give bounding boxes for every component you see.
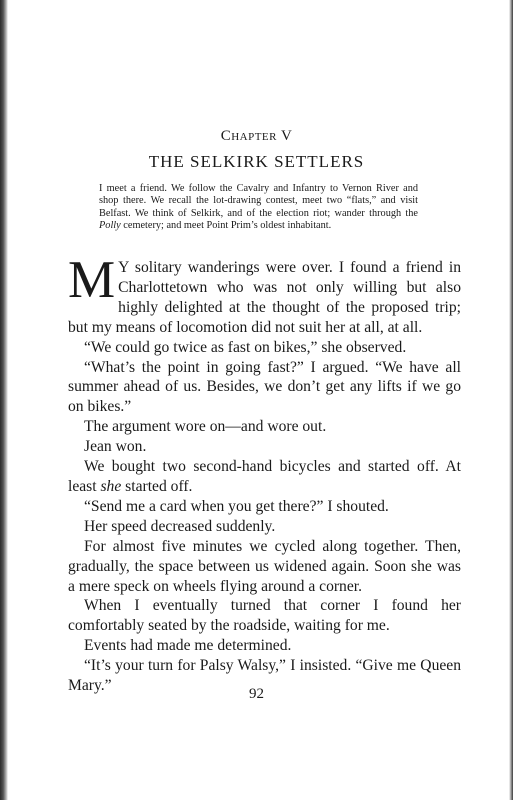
drop-cap: M: [68, 251, 116, 309]
summary-text-start: I meet a friend. We follow the Cavalry and Infantry to Vernon River and shop there. We recall the lot-drawing contest, meet two “flats,” and visit Belfast. We think of Selkirk, and of the election riot; wander through the: [99, 183, 418, 219]
page-number: 92: [249, 686, 264, 702]
paragraph-7: “Send me a card when you get there?” I shouted.: [84, 497, 389, 515]
paragraph-11: Events had made me determined.: [84, 637, 292, 655]
paragraph-10: When I eventually turned that corner I found her comfortably seated by the roadside, waiting for me.: [68, 597, 461, 635]
chapter-summary: [99, 183, 418, 232]
paragraph-2: “We could go twice as fast on bikes,” she observed.: [84, 338, 407, 356]
summary-text: [99, 183, 418, 232]
paragraph-6-text: We bought two second-hand bicycles and started off.: [84, 458, 439, 476]
paragraph-6b-italic: she: [100, 477, 122, 495]
paragraph-6b-end: started off.: [121, 477, 193, 495]
paragraph-3: “What’s the point in going fast?” I argued. “We have all summer ahead of us. Besides, we don’t get any lifts if we go on bikes.”: [68, 358, 461, 416]
paragraph-8: Her speed decreased suddenly.: [84, 517, 276, 535]
paragraph-9: For almost five minutes we cycled along together. Then, gradually, the space between us widened again. Soon she was a mere speck on wheels flying around a corner.: [68, 537, 461, 595]
summary-text-end: cemetery; and meet Point Prim’s oldest inhabitant.: [120, 219, 332, 231]
paragraph-6: [68, 457, 461, 497]
paragraph-1-text: Y solitary wanderings were over. I found a friend in Charlottetown who was not only willing but also highly delighted at the thought of the proposed trip; but my means of locomotion did not suit her at all, at all.: [68, 259, 461, 336]
paragraph-1: [68, 251, 461, 338]
paragraph-12: “It’s your turn for Palsy Walsy,” I insisted. “Give me Queen Mary.”: [68, 657, 461, 695]
page-binding-shadow: [0, 0, 8, 800]
chapter-title: THE SELKIRK SETTLERS: [148, 152, 365, 171]
chapter-body: [68, 251, 461, 696]
page-edge-shadow: [509, 0, 513, 800]
paragraph-6b-start: At least: [68, 458, 461, 495]
paragraph-4: The argument wore on—and wore out.: [84, 418, 327, 436]
paragraph-5: Jean won.: [84, 438, 147, 456]
chapter-label: Chapter V: [220, 128, 293, 144]
summary-italic-polly: Polly: [99, 219, 121, 231]
